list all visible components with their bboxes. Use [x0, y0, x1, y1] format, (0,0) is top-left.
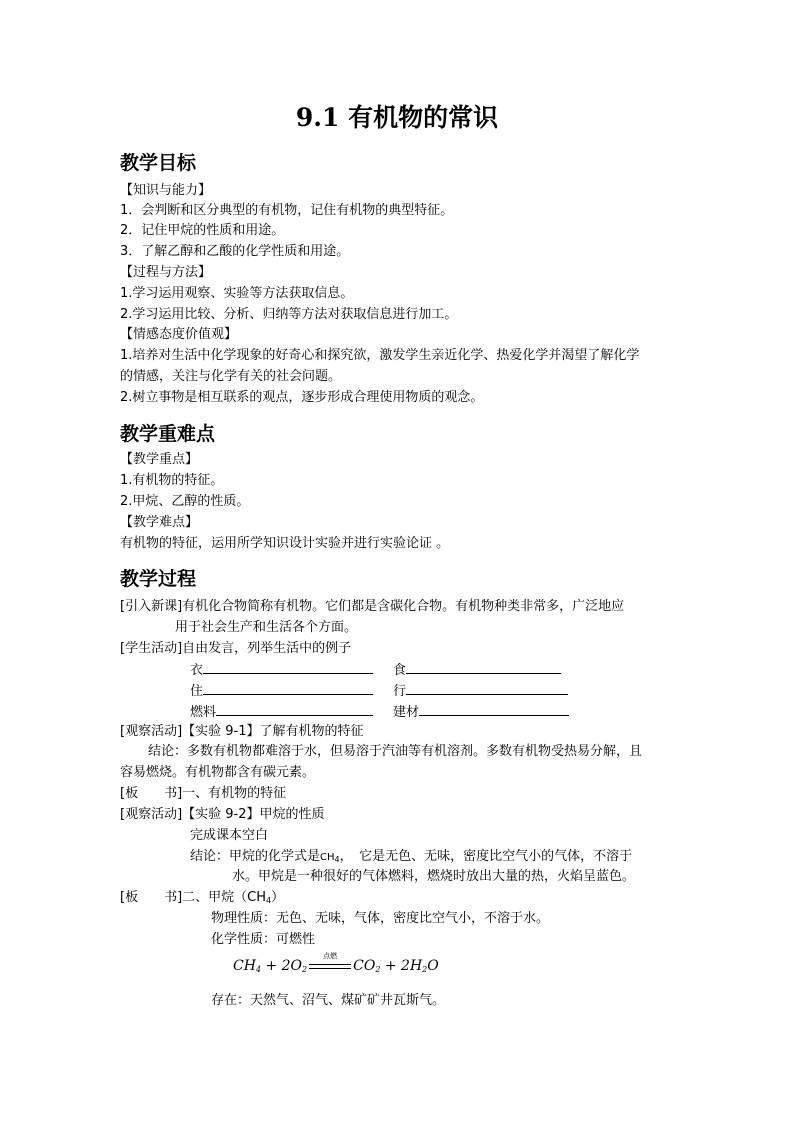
observe-activity-2: [观察活动]【实验 9-2】甲烷的性质	[120, 807, 325, 822]
underline-fuel	[216, 702, 373, 716]
methane-formula-subscript: 4	[334, 855, 340, 864]
goal-m1: 1.学习运用观察、实验等方法获取信息。	[120, 286, 354, 301]
complete-blanks: 完成课本空白	[190, 828, 269, 843]
blank-travel	[393, 681, 568, 701]
physical-properties: 物理性质：无色、无味，气体，密度比空气小，不溶于水。	[211, 911, 550, 926]
reaction-condition: 点燃	[323, 952, 338, 960]
focus-1: 1.有机物的特征。	[120, 473, 224, 488]
underline-clothing	[203, 660, 373, 674]
conclusion-1-line2: 容易燃烧。有机物都含有碳元素。	[120, 765, 316, 780]
underline-travel	[406, 681, 568, 695]
goal-e1-line1: 1.培养对生活中化学现象的好奇心和探究欲，激发学生亲近化学、热爱化学并渴望了解化学	[120, 348, 640, 363]
label-travel: 行	[393, 684, 407, 699]
focus-2: 2.甲烷、乙醇的性质。	[120, 494, 250, 509]
underline-building	[419, 702, 569, 716]
equals-bar-top	[309, 964, 351, 965]
goal-m2: 2.学习运用比较、分析、归纳等方法对获取信息进行加工。	[120, 307, 458, 322]
conclusion-1-line1: 结论：多数有机物都难溶于水，但易溶于汽油等有机溶剂。多数有机物受热易分解，且	[148, 744, 643, 759]
section-heading-process: 教学过程	[120, 568, 197, 590]
eq-o2: + 2O	[261, 958, 303, 974]
label-food: 食	[393, 663, 407, 678]
student-activity: [学生活动]自由发言，列举生活中的例子	[120, 641, 352, 656]
blank-fuel	[190, 702, 373, 722]
method-heading: 【过程与方法】	[120, 265, 212, 280]
conclusion-2-line1	[190, 848, 632, 869]
blank-housing	[190, 681, 373, 701]
page-title: 9.1 有机物的常识	[295, 103, 499, 132]
label-clothing: 衣	[190, 663, 204, 678]
label-housing: 住	[190, 684, 204, 699]
emotion-heading: 【情感态度价值观】	[120, 327, 238, 342]
blank-building	[393, 702, 569, 722]
conclusion-2-prefix: 结论：甲烷的化学式是	[190, 849, 321, 864]
section-heading-goals: 教学目标	[120, 152, 197, 174]
eq-co2-subscript: 2	[375, 965, 381, 974]
eq-h2-subscript: 2	[422, 965, 428, 974]
eq-o2-subscript: 2	[302, 965, 308, 974]
difficulty-1: 有机物的特征，运用所学知识设计实验并进行实验论证 。	[120, 536, 450, 551]
board-note-2-prefix: [板 书]二、甲烷（CH	[120, 890, 266, 905]
eq-ch: CH	[233, 958, 256, 974]
equals-bar-bottom	[309, 968, 351, 969]
board-note-2	[120, 889, 284, 910]
board-note-2-suffix: ）	[271, 890, 285, 905]
eq-h: + 2H	[380, 958, 423, 974]
conclusion-2-suffix: ， 它是无色、无味，密度比空气小的气体，不溶于	[339, 849, 633, 864]
blank-clothing	[190, 660, 373, 680]
existence-sources: 存在：天然气、沼气、煤矿矿井瓦斯气。	[211, 993, 446, 1008]
intro-line1: [引入新课]有机化合物简称有机物。它们都是含碳化合物。有机物种类非常多，广泛地应	[120, 599, 625, 614]
reaction-equals-sign	[309, 952, 351, 971]
knowledge-heading: 【知识与能力】	[120, 183, 212, 198]
observe-activity-1: [观察活动]【实验 9-1】了解有机物的特征	[120, 724, 364, 739]
goal-e2: 2.树立事物是相互联系的观点，逐步形成合理使用物质的观念。	[120, 390, 484, 405]
eq-ch-subscript: 4	[255, 965, 262, 974]
section-heading-key: 教学重难点	[120, 423, 216, 445]
goal-k3: 3．了解乙醇和乙酸的化学性质和用途。	[120, 244, 350, 259]
goal-k2: 2．记住甲烷的性质和用途。	[120, 223, 285, 238]
underline-housing	[203, 681, 373, 695]
chemical-properties: 化学性质：可燃性	[211, 932, 316, 947]
underline-food	[406, 660, 561, 674]
blank-food	[393, 660, 561, 680]
methane-formula	[320, 852, 340, 863]
eq-o: O	[427, 958, 439, 974]
eq-co: CO	[353, 958, 376, 974]
board-note-1: [板 书]一、有机物的特征	[120, 786, 287, 801]
goal-k1: 1．会判断和区分典型的有机物，记住有机物的典型特征。	[120, 203, 454, 218]
combustion-equation	[233, 952, 439, 974]
label-building: 建材	[393, 705, 420, 720]
board-note-2-subscript: 4	[266, 896, 272, 905]
methane-formula-ch: CH	[320, 852, 335, 863]
conclusion-2-line2: 水。甲烷是一种很好的气体燃料，燃烧时放出大量的热，火焰呈蓝色。	[232, 869, 636, 884]
label-fuel: 燃料	[190, 705, 217, 720]
goal-e1-line2: 的情感，关注与化学有关的社会问题。	[120, 369, 342, 384]
intro-line2: 用于社会生产和生活各个方面。	[175, 620, 358, 635]
focus-heading: 【教学重点】	[120, 452, 199, 467]
difficulty-heading: 【教学难点】	[120, 515, 199, 530]
